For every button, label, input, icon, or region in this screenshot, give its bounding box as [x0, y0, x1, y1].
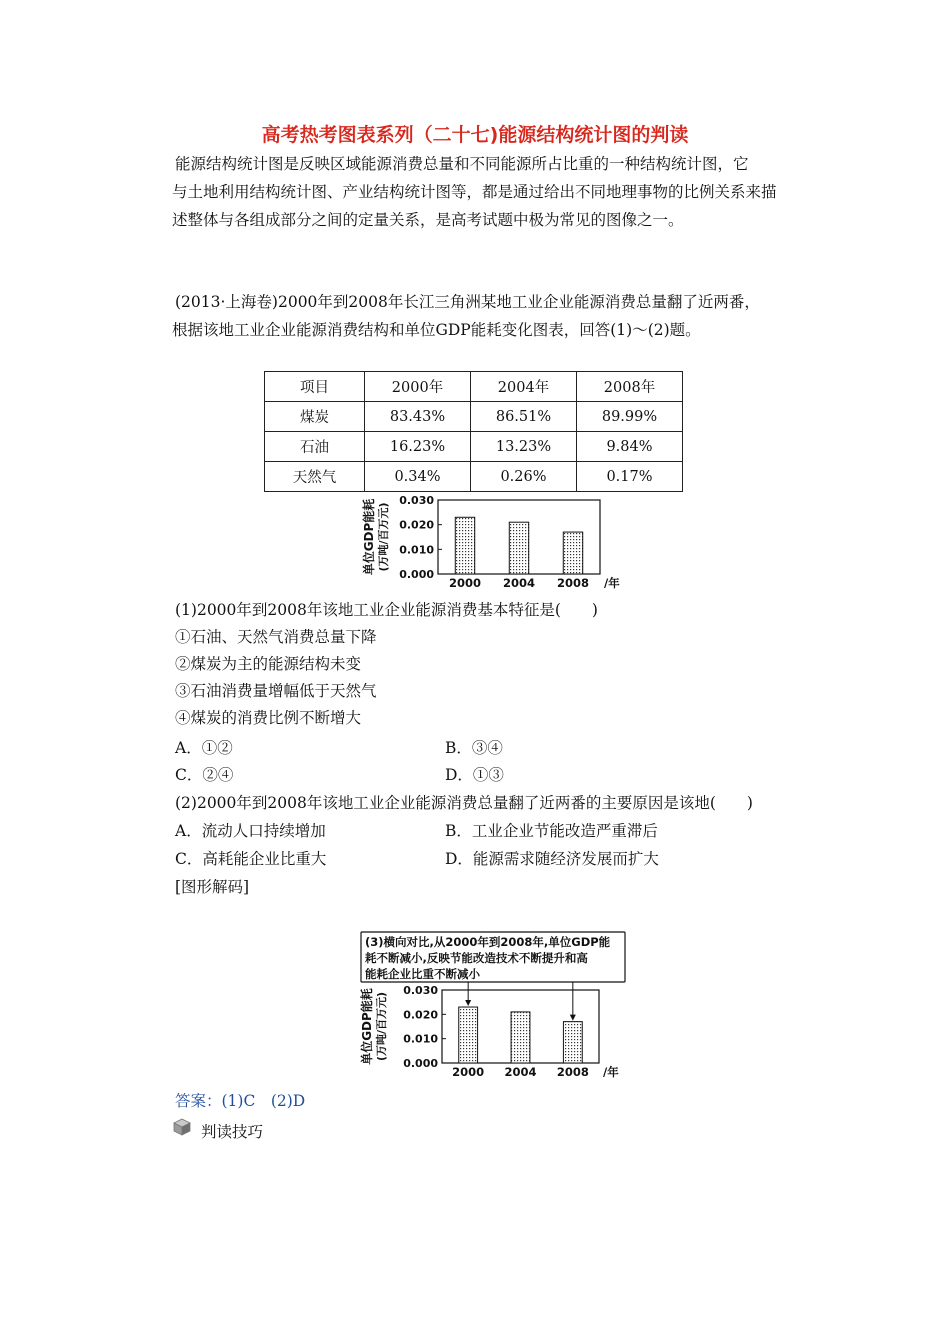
table-cell: 石油 — [265, 432, 365, 462]
bar — [511, 1012, 530, 1063]
y-tick-label: 0.010 — [403, 1032, 438, 1046]
annotation-arrowhead — [465, 1000, 471, 1006]
bar — [459, 1007, 478, 1063]
y-axis-label: 单位GDP能耗 — [360, 988, 374, 1065]
annotation-line: 耗不断减小,反映节能改造技术不断提升和高 — [365, 951, 588, 965]
option-a[interactable]: A．①② — [175, 739, 233, 757]
table-cell: 0.26% — [471, 462, 577, 492]
y-tick-label: 0.000 — [399, 568, 434, 581]
intro-line: 与土地利用结构统计图、产业结构统计图等，都是通过给出不同地理事物的比例关系来描 — [172, 183, 777, 201]
table-cell: 83.43% — [365, 402, 471, 432]
gdp-energy-chart-2 — [355, 928, 630, 1080]
y-tick-label: 0.010 — [399, 543, 434, 557]
x-tick-label: 2008 — [556, 1065, 589, 1079]
table-cell: 13.23% — [471, 432, 577, 462]
option-c[interactable]: C．②④ — [175, 766, 234, 784]
option-d[interactable]: D．能源需求随经济发展而扩大 — [445, 850, 659, 868]
question-intro-line: 根据该地工业企业能源消费结构和单位GDP能耗变化图表，回答(1)～(2)题。 — [172, 321, 701, 339]
question-1-item: ①石油、天然气消费总量下降 — [175, 628, 377, 646]
bar — [509, 522, 528, 574]
option-d[interactable]: D．①③ — [445, 766, 504, 784]
table-cell: 9.84% — [577, 432, 683, 462]
x-tick-label: 2004 — [502, 576, 536, 590]
table-cell: 煤炭 — [265, 402, 365, 432]
x-tick-label: 2004 — [504, 1065, 537, 1079]
y-tick-label: 0.000 — [403, 1057, 438, 1070]
annotation-line: (3)横向对比,从2000年到2008年,单位GDP能 — [365, 935, 611, 949]
y-tick-label: 0.020 — [403, 1008, 438, 1022]
option-b[interactable]: B．工业企业节能改造严重滞后 — [445, 822, 658, 840]
decode-label: [图形解码] — [175, 878, 250, 896]
cube-icon — [173, 1118, 191, 1136]
answer-text: 答案：(1)C (2)D — [175, 1092, 306, 1110]
tips-heading: 判读技巧 — [201, 1123, 264, 1141]
x-tick-label: 2008 — [556, 576, 590, 590]
table-cell: 0.34% — [365, 462, 471, 492]
question-1-item: ④煤炭的消费比例不断增大 — [175, 709, 362, 727]
x-tick-label: 2000 — [452, 1065, 485, 1079]
question-1-stem: (1)2000年到2008年该地工业企业能源消费基本特征是( ) — [175, 601, 598, 619]
annotation-arrowhead — [570, 1015, 576, 1021]
option-b[interactable]: B．③④ — [445, 739, 503, 757]
bar — [563, 532, 582, 574]
table-cell: 86.51% — [471, 402, 577, 432]
table-header-cell: 2000年 — [365, 372, 471, 402]
table-row — [265, 432, 683, 462]
table-row — [265, 402, 683, 432]
table-header-cell: 2008年 — [577, 372, 683, 402]
x-axis-unit: /年 — [604, 576, 620, 590]
bar — [455, 517, 474, 574]
table-header-cell: 2004年 — [471, 372, 577, 402]
energy-structure-table — [264, 371, 683, 492]
page-title: 高考热考图表系列（二十七)能源结构统计图的判读 — [261, 124, 689, 146]
question-1-item: ②煤炭为主的能源结构未变 — [175, 655, 362, 673]
table-cell: 天然气 — [265, 462, 365, 492]
table-header-row — [265, 372, 683, 402]
y-axis-label: 单位GDP能耗 — [362, 498, 376, 576]
intro-line: 述整体与各组成部分之间的定量关系，是高考试题中极为常见的图像之一。 — [172, 211, 684, 229]
question-intro-line: (2013·上海卷)2000年到2008年长江三角洲某地工业企业能源消费总量翻了近两番， — [175, 293, 760, 311]
annotation-line: 能耗企业比重不断减小 — [365, 967, 480, 981]
table-cell: 0.17% — [577, 462, 683, 492]
intro-line: 能源结构统计图是反映区域能源消费总量和不同能源所占比重的一种结构统计图，它 — [175, 155, 749, 173]
table-cell: 16.23% — [365, 432, 471, 462]
y-tick-label: 0.030 — [403, 984, 438, 997]
option-c[interactable]: C．高耗能企业比重大 — [175, 850, 327, 868]
x-axis-unit: /年 — [603, 1065, 619, 1079]
bar — [563, 1022, 582, 1063]
question-1-item: ③石油消费量增幅低于天然气 — [175, 682, 377, 700]
table-header-cell: 项目 — [265, 372, 365, 402]
x-tick-label: 2000 — [448, 576, 482, 590]
table-row — [265, 462, 683, 492]
table-cell: 89.99% — [577, 402, 683, 432]
y-axis-unit-label: (万吨/百万元) — [377, 502, 390, 572]
question-intro — [172, 288, 760, 344]
intro-paragraph — [172, 150, 815, 234]
y-axis-unit-label: (万吨/百万元) — [375, 991, 388, 1062]
gdp-energy-chart-1 — [360, 494, 630, 590]
y-tick-label: 0.020 — [399, 518, 434, 532]
question-2-stem: (2)2000年到2008年该地工业企业能源消费总量翻了近两番的主要原因是该地( ) — [175, 794, 753, 812]
y-tick-label: 0.030 — [399, 494, 434, 507]
option-a[interactable]: A．流动人口持续增加 — [175, 822, 326, 840]
